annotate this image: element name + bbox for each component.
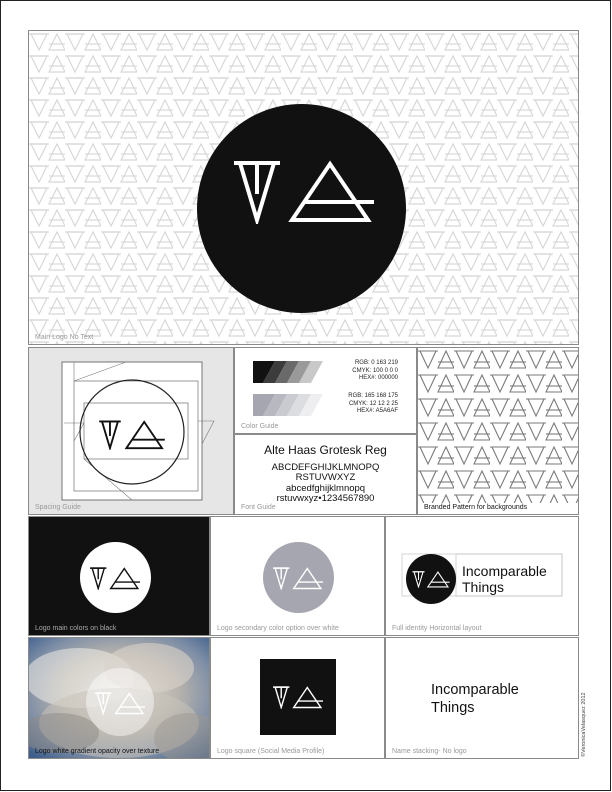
wordmark-line-2: Things [462,579,505,595]
caption-color-guide: Color Guide [241,423,279,430]
branded-pattern-panel [417,347,579,515]
grey-rgb: RGB: 165 168 175 [348,393,398,399]
black-rgb: RGB: 0 163 219 [354,360,398,366]
stacked-wordmark [431,681,519,717]
caption-logo-black: Logo main colors on black [35,625,117,632]
wordmark-line-1: Incomparable [462,563,547,579]
logo-on-black-panel [28,516,210,636]
horizontal-layout-panel [385,516,579,636]
spacing-guide-panel [28,347,234,515]
logo-mark-icon [95,692,145,715]
font-sample-upper-2: RSTUVWXYZ [295,472,356,483]
texture-panel [28,637,210,759]
square-logo-panel [210,637,385,759]
black-cmyk: CMYK: 100 0 0 0 [352,367,398,374]
font-guide-panel [234,434,417,515]
grey-swatch-gradient [253,394,329,416]
caption-main-logo: Main Logo No Text [35,334,94,341]
branded-pattern [418,348,579,515]
grey-color-specs [348,393,398,416]
horizontal-wordmark [462,563,547,595]
logo-mark-icon [273,567,323,590]
stacked-line-2: Things [431,700,475,716]
caption-font-guide: Font Guide [241,504,276,511]
name-stacking-panel [385,637,579,759]
logo-mark-icon [90,567,140,590]
caption-square: Logo square (Social Media Profile) [217,748,325,755]
caption-stacking: Name stacking- No logo [392,748,467,755]
font-name: Alte Haas Grotesk Reg [264,443,387,457]
caption-branded-pattern: Branded Pattern for backgrounds [424,504,528,511]
font-sample-lower-1: abcedfghijklmnopq [285,483,366,494]
main-logo-panel [28,30,579,345]
font-sample-upper-1: ABCDEFGHIJKLMNOPQ [271,462,380,473]
stacked-line-1: Incomparable [431,682,519,698]
caption-texture: Logo white gradient opacity over texture [35,748,160,755]
spacing-logo-icon [99,420,165,450]
logo-secondary-panel [210,516,385,636]
caption-spacing-guide: Spacing Guide [35,504,81,511]
black-hex: HEX#: 000000 [358,375,398,381]
caption-horizontal: Full identity Horizontal layout [392,625,482,632]
color-guide-panel [234,347,417,434]
logo-mark-icon [273,686,323,709]
caption-logo-secondary: Logo secondary color option over white [217,625,339,632]
black-color-specs [352,360,398,383]
font-sample-lower-2: rstuvwxyz•1234567890 [276,493,375,504]
grey-hex: HEX#: A5A6AF [356,408,398,414]
grey-cmyk: CMYK: 12 12 2 25 [348,400,398,407]
logo-mark-icon [412,571,450,588]
black-swatch-gradient [253,361,329,383]
copyright-text: ©VeronicaVelasquez 2012 [581,692,587,757]
logo-mark-icon [234,160,374,224]
